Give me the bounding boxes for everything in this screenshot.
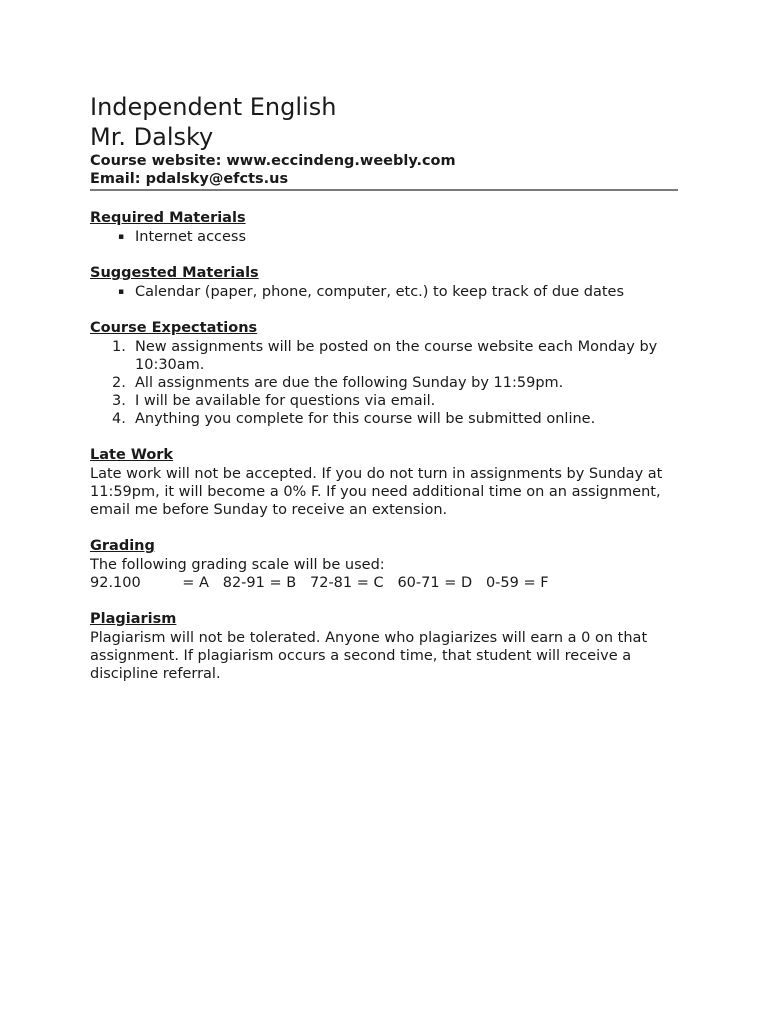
course-title: Independent English	[90, 93, 337, 121]
bullet-icon: ▪	[118, 232, 125, 242]
list-number: 2.	[112, 375, 126, 391]
late-work-heading: Late Work	[90, 447, 174, 463]
grading-section	[90, 536, 690, 592]
list-item	[118, 228, 690, 246]
list-item-text: Calendar (paper, phone, computer, etc.) to keep track of due dates	[135, 284, 625, 300]
late-work-section	[90, 445, 690, 519]
late-work-text: Late work will not be accepted. If you do not turn in assignments by Sunday at 11:59pm, it will become a 0% F. If you need additional time on an assignment, email me before Sunday to receive an extension.	[90, 466, 663, 518]
list-item	[112, 338, 690, 374]
list-number: 4.	[112, 411, 126, 427]
list-number: 3.	[112, 393, 126, 409]
course-expectations-section	[90, 318, 690, 428]
suggested-materials-list	[90, 283, 690, 301]
grading-scale: 92.100 = A 82-91 = B 72-81 = C 60-71 = D 0-59 = F	[90, 575, 549, 591]
header	[90, 92, 690, 191]
email-address: Email: pdalsky@efcts.us	[90, 171, 289, 187]
list-item-text: Anything you complete for this course will be submitted online.	[135, 411, 596, 427]
course-website: Course website: www.eccindeng.weebly.com	[90, 153, 456, 169]
list-item	[112, 410, 690, 428]
required-materials-list	[90, 228, 690, 246]
list-item	[118, 283, 690, 301]
required-materials-heading: Required Materials	[90, 210, 246, 226]
required-materials-section	[90, 208, 690, 246]
teacher-name: Mr. Dalsky	[90, 123, 214, 151]
list-item	[112, 374, 690, 392]
list-item-text: New assignments will be posted on the course website each Monday by 10:30am.	[135, 339, 658, 373]
list-item-text: All assignments are due the following Sunday by 11:59pm.	[135, 375, 564, 391]
suggested-materials-section	[90, 263, 690, 301]
list-number: 1.	[112, 339, 126, 355]
course-expectations-list	[90, 338, 690, 428]
grading-heading: Grading	[90, 538, 155, 554]
grading-intro: The following grading scale will be used:	[90, 557, 385, 573]
plagiarism-section	[90, 609, 690, 683]
course-expectations-heading: Course Expectations	[90, 320, 258, 336]
bullet-icon: ▪	[118, 287, 125, 297]
list-item-text: I will be available for questions via email.	[135, 393, 436, 409]
list-item-text: Internet access	[135, 229, 247, 245]
suggested-materials-heading: Suggested Materials	[90, 265, 259, 281]
list-item	[112, 392, 690, 410]
header-divider	[90, 189, 678, 191]
syllabus-page	[90, 92, 690, 683]
plagiarism-text: Plagiarism will not be tolerated. Anyone who plagiarizes will earn a 0 on that assignment. If plagiarism occurs a second time, that student will receive a discipline referral.	[90, 630, 648, 682]
plagiarism-heading: Plagiarism	[90, 611, 177, 627]
